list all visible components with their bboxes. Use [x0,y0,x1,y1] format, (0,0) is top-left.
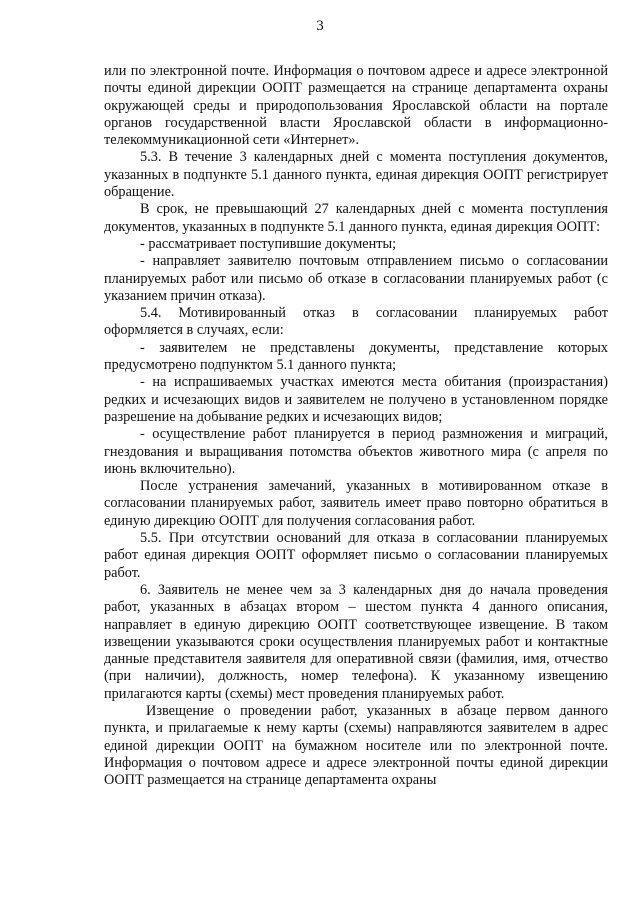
list-item: - рассматривает поступившие документы; [140,235,397,252]
paragraph: В срок, не превышающий 27 календарных дней с момента поступления документов, указанных в подпункте 5.1 данного пункта, единая дирекция ООПТ: [104,201,608,235]
paragraph: 5.5. При отсутствии оснований для отказа в согласовании планируемых работ единая дирекция ООПТ оформляет письмо о согласовании планируемых работ. [104,530,608,581]
list-item: - заявителем не представлены документы, представление которых предусмотрено подпунктом 5.1 данного пункта; [104,339,608,374]
paragraph: 6. Заявитель не менее чем за 3 календарных дня до начала проведения работ, указанных в абзацах втором – шестом пункта 4 данного описания, направляет в единую дирекцию ООПТ соответствующее извещение. В таком извещении указываются сроки осуществления планируемых работ и контактные данные представителя заявителя для оперативной связи (фамилия, имя, отчество (при наличии), должность, номер телефона). К указанному извещению прилагаются карты (схемы) мест проведения планируемых работ. [104,581,608,702]
list-item: - осуществление работ планируется в период размножения и миграций, гнездования и выращивания потомства объектов животного мира (с апреля по июнь включительно). [104,426,608,477]
paragraph: 5.4. Мотивированный отказ в согласовании планируемых работ оформляется в случаях, если: [104,305,608,339]
list-item: - направляет заявителю почтовым отправлением письмо о согласовании планируемых работ или письмо об отказе в согласовании планируемых работ (с указанием причин отказа). [104,253,608,304]
page-number: 3 [316,18,324,34]
paragraph: 5.3. В течение 3 календарных дней с момента поступления документов, указанных в подпункте 5.1 данного пункта, единая дирекция ООПТ регистрирует обращение. [104,149,608,201]
paragraph: Извещение о проведении работ, указанных в абзаце первом данного пункта, и прилагаемые к нему карты (схемы) направляются заявителем в адрес единой дирекции ООПТ на бумажном носителе или по электронной почте. Информация о почтовом адресе и адресе электронной почты единой дирекции ООПТ размещается на странице департамента охраны [104,702,608,789]
paragraph: или по электронной почте. Информация о почтовом адресе и адресе электронной почты единой дирекции ООПТ размещается на странице департамента охраны окружающей среды и природопользования Ярославской области на портале органов государственной власти Ярославской области в информационно-телекоммуникационной сети «Интернет». [104,63,608,149]
paragraph: После устранения замечаний, указанных в мотивированном отказе в согласовании планируемых работ, заявитель имеет право повторно обратиться в единую дирекцию ООПТ для получения согласования работ. [104,478,608,529]
list-item: - на испрашиваемых участках имеются места обитания (произрастания) редких и исчезающих видов и заявителем не получено в установленном порядке разрешение на добывание редких и исчезающих видов; [104,374,608,425]
document-body [104,63,608,789]
